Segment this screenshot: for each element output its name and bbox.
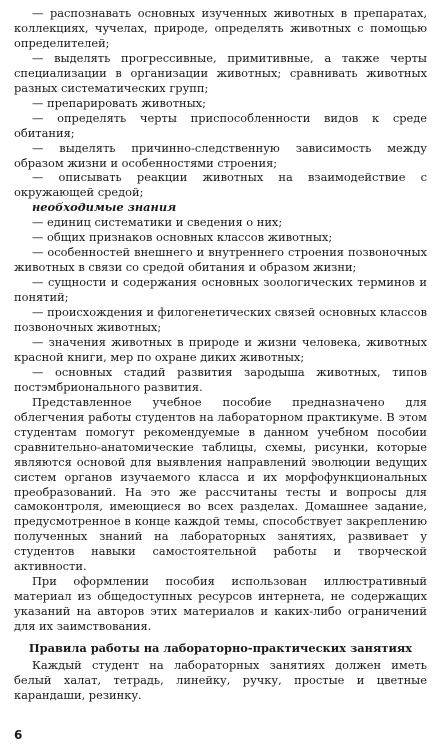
knowledge-item: — сущности и содержания основных зоологических терминов и понятий; <box>14 275 427 305</box>
knowledge-heading: необходимые знания <box>32 200 177 215</box>
page-number: 6 <box>14 728 23 742</box>
skill-item: — распознавать основных изученных животных в препаратах, коллекциях, чучелах, природе, определять животных с помощью определителей; <box>14 6 427 50</box>
knowledge-item: — значения животных в природе и жизни человека, животных красной книги, мер по охране диких животных; <box>14 334 427 364</box>
knowledge-item: — общих признаков основных классов животных; <box>32 230 333 245</box>
knowledge-item: — единиц систематики и сведения о них; <box>32 215 283 230</box>
knowledge-item: — основных стадий развития зародыша животных, типов постэмбрионального развития. <box>14 364 427 394</box>
rules-heading: Правила работы на лабораторно-практических занятиях <box>28 641 413 656</box>
knowledge-item: — происхождения и филогенетических связей основных классов позвоночных животных; <box>14 305 427 335</box>
skill-item: — выделять причинно-следственную зависимость между образом жизни и особенностями строения; <box>14 140 427 170</box>
paragraph-manual: Представленное учебное пособие предназначено для облегчения работы студентов на лабораторном практикуме. В этом студентам помогут рекомендуемые в данном учебном пособии сравнительно-анатомические таблицы, схемы, рисунки, которые являются основой для выявления направлений эволюции ведущих систем органов изучаемого класса и их морфофункциональных преобразований. На это же рассчитаны тесты и вопросы для самоконтроля, имеющиеся во всех разделах. Домашнее задание, предусмотренное в конце каждой темы, способствует закреплению полученных знаний на лабораторных занятиях, развивает у студентов навыки самостоятельной работы и творческой активности. <box>14 394 427 574</box>
skill-item: — препарировать животных; <box>32 95 206 110</box>
skill-item: — определять черты приспособленности видов к среде обитания; <box>14 110 427 140</box>
paragraph-rules: Каждый студент на лабораторных занятиях должен иметь белый халат, тетрадь, линейку, ручку, простые и цветные карандаши, резинку. <box>14 657 427 702</box>
knowledge-item: — особенностей внешнего и внутреннего строения позвоночных животных в связи со средой обитания и образом жизни; <box>14 245 427 275</box>
paragraph-illustrations: При оформлении пособия использован иллюстративный материал из общедоступных ресурсов интернета, не содержащих указаний на авторов этих материалов и каких-либо ограничений для их заимствования. <box>14 574 427 634</box>
page-body <box>14 6 427 703</box>
skill-item: — описывать реакции животных на взаимодействие с окружающей средой; <box>14 170 427 200</box>
skill-item: — выделять прогрессивные, примитивные, а также черты специализации в организации животных; сравнивать животных разных систематических групп; <box>14 50 427 95</box>
